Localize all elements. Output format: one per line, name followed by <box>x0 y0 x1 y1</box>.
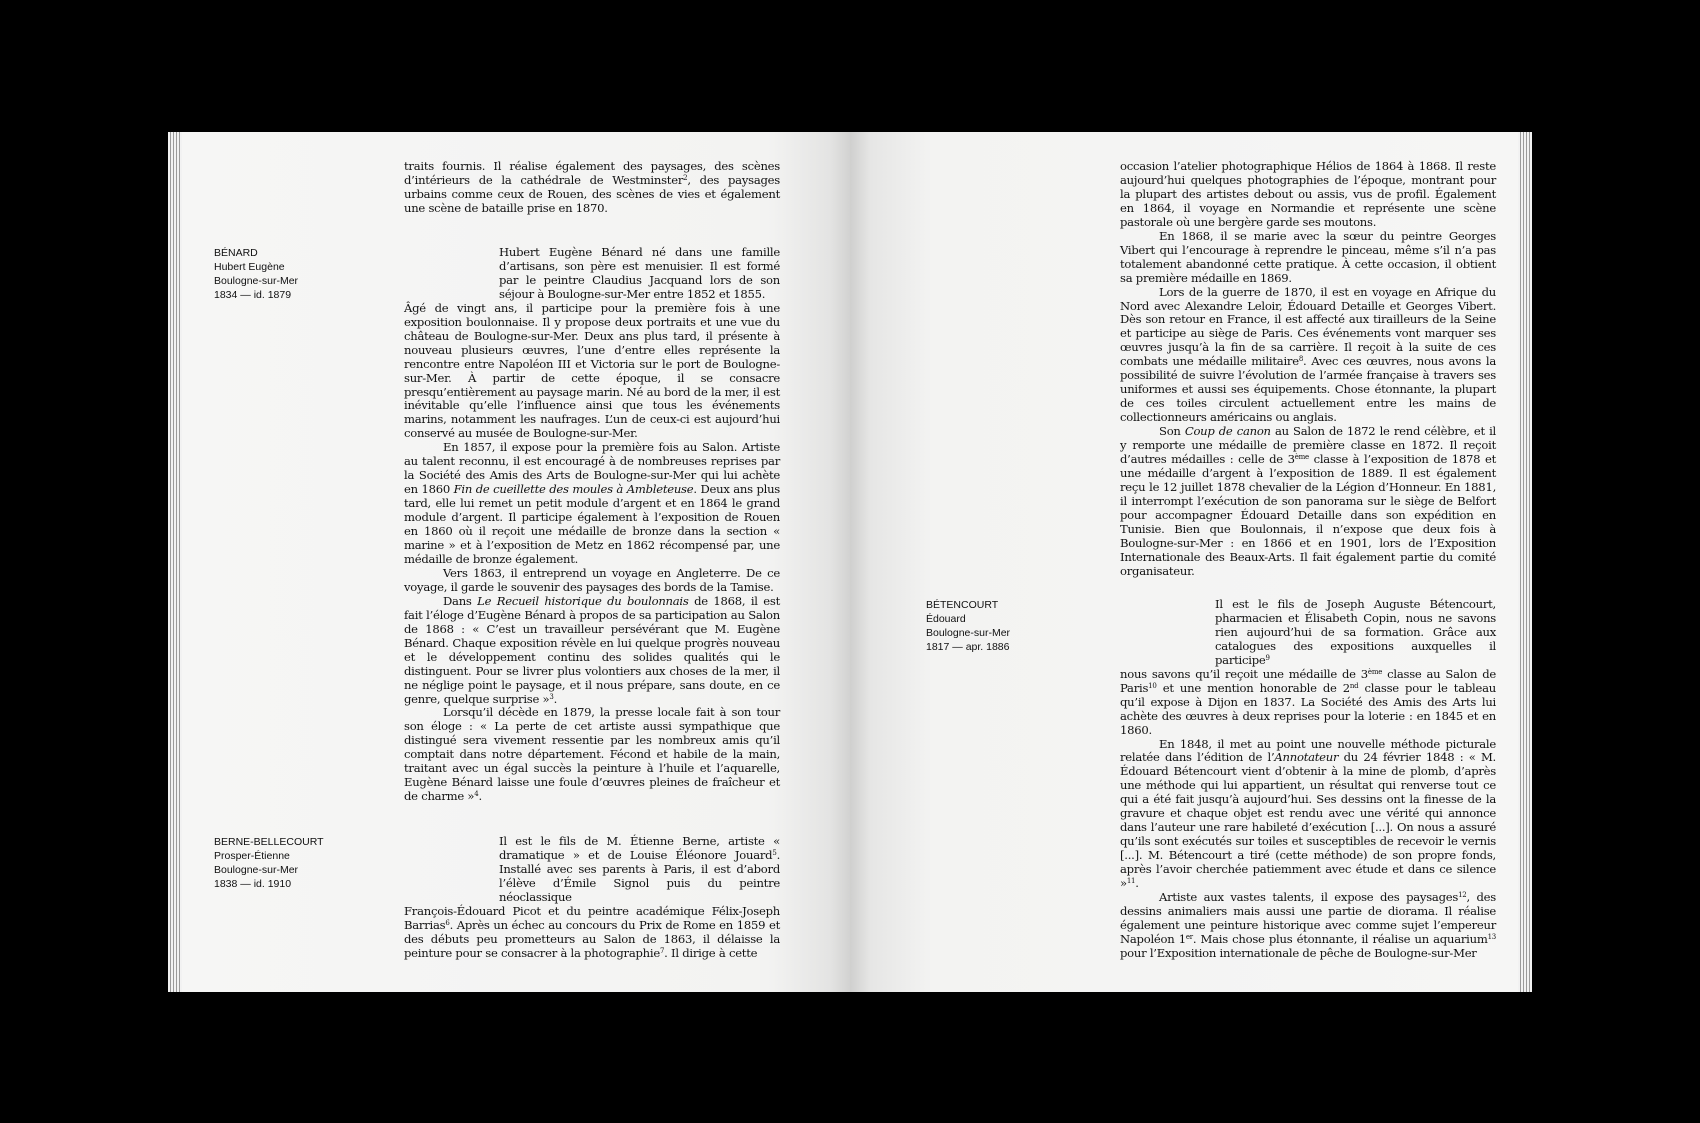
artist-entry-berne-bellecourt <box>214 835 324 891</box>
berne-bellecourt-biography <box>404 835 780 961</box>
paragraph: François-Édouard Picot et du peintre académique Félix-Joseph Barrias$^6$. Après un échec au concours du Prix de Rome en 1859 et des débuts peu prometteurs au Salon de 1863, il délaisse la peinture pour se consacrer à la photographie$^7$. Il dirige à cette <box>404 903 780 960</box>
artist-entry-benard <box>214 246 298 302</box>
paragraph: Âgé de vingt ans, il participe pour la première fois à une exposition boulonnaise. Il y propose deux portraits et une vue du château de Boulogne-sur-Mer. Deux ans plus tard, il présente à nouveau plusieurs œuvres, l’une d’entre elles représente la rencontre entre Napoléon III et Victoria sur le port de Boulogne-sur-Mer. À partir de cette époque, il se consacre presqu’entièrement au paysage marin. Né au bord de la mer, il est inévitable qu’elle l’influence ainsi que tous les événements marins, notamment les naufrages. L’un de ceux-ci est aujourd’hui conservé au musée de Boulogne-sur-Mer. <box>404 300 780 441</box>
artist-dates: 1838 — id. 1910 <box>214 878 292 890</box>
artist-first-names: Édouard <box>926 613 966 625</box>
paragraph: Hubert Eugène Bénard né dans une famille d’artisans, son père est menuisier. Il est formé par le peintre Claudius Jacquand lors de son séjour à Boulogne-sur-Mer entre 1852 et 1855. <box>499 245 780 301</box>
paragraph: Il est le fils de Joseph Auguste Bétencourt, pharmacien et Élisabeth Copin, nous ne savons rien aujourd’hui de sa formation. Grâce aux catalogues des expositions auxquelles il participe$^9$ <box>1215 597 1496 667</box>
paragraph: En 1848, il met au point une nouvelle méthode picturale relatée dans l’édition de l’Annotateur du 24 février 1848 : « M. Édouard Bétencourt vient d’obtenir à la mine de plomb, d’après une méthode qui lui appartient, un résultat qui renverse tout ce qui a été fait jusqu’à aujourd’hui. Ses dessins ont la finesse de la gravure et chaque objet est rendu avec une vérité qui annonce dans l’auteur une rare habileté d’exécution [...]. On nous a assuré qu’ils sont exécutés sur toiles et susceptibles de recevoir le vernis [...]. M. Bétencourt a tiré (cette méthode) de son propre fonds, après l’avoir cherchée patiemment avec étude et dans ce silence »$^{11}$. <box>1120 736 1496 891</box>
paragraph: Dans Le Recueil historique du boulonnais de 1868, il est fait l’éloge d’Eugène Bénard à propos de sa participation au Salon de 1868 : « C’est un travailleur persévérant que M. Eugène Bénard. Chaque exposition révèle en lui quelque progrès nouveau et le développement continu des solides qualités qui le distinguent. Pour se livrer plus volontiers aux choses de la mer, il ne néglige point le paysage, et il nous prépare, sans doute, en ce genre, quelque surprise »$^3$. <box>404 593 781 706</box>
book-spread <box>168 132 1532 992</box>
artist-dates: 1817 — apr. 1886 <box>926 641 1010 653</box>
paragraph: Lorsqu’il décède en 1879, la presse locale fait à son tour son éloge : « La perte de cet artiste aussi sympathique que distingué sera vivement ressentie par les nombreux amis qu’il comptait dans notre département. Fécond et habile de la main, traitant avec un égal succès la peinture à l’huile et l’aquarelle, Eugène Bénard laisse une foule d’œuvres pleines de fraîcheur et de charme »$^4$. <box>404 705 780 804</box>
artist-name: BÉNARD <box>214 247 258 259</box>
artist-first-names: Prosper-Étienne <box>214 850 290 862</box>
artist-place: Boulogne-sur-Mer <box>214 275 299 287</box>
right-page <box>850 132 1532 992</box>
artist-first-names: Hubert Eugène <box>214 261 285 273</box>
paragraph: Il est le fils de M. Étienne Berne, artiste « dramatique » et de Louise Éléonore Jouard$^5$. Installé avec ses parents à Paris, il est d’abord l’élève d’Émile Signol puis du peintre néoclassique <box>499 834 780 904</box>
artist-name: BÉTENCOURT <box>926 599 999 611</box>
paragraph: Lors de la guerre de 1870, il est en voyage en Afrique du Nord avec Alexandre Leloir, Édouard Detaille et Georges Vibert. Dès son retour en France, il est affecté aux tirailleurs de la Seine et participe au siège de Paris. Ces événements vont marquer ses œuvres jusqu’à la fin de sa carrière. Il reçoit à la suite de ces combats une médaille militaire$^8$. Avec ces œuvres, nous avons la possibilité de suivre l’évolution de l’armée française à travers ses uniformes et aussi ses équipements. Chose étonnante, la plupart de ces toiles circulent actuellement entre les mains de collectionneurs américains ou anglais. <box>1120 284 1496 425</box>
page-edge-right <box>1518 132 1532 992</box>
paragraph: Son Coup de canon au Salon de 1872 le rend célèbre, et il y remporte une médaille de première classe en 1872. Il reçoit d’autres médailles : celle de 3ème classe à l’exposition de 1878 et une médaille d’argent à l’exposition de 1889. Il est également reçu le 12 juillet 1878 chevalier de la Légion d’Honneur. En 1881, il interrompt l’exécution de son panorama sur le siège de Belfort pour accompagner Édouard Detaille dans son expédition en Tunisie. Bien que Boulonnais, il n’expose que deux fois à Boulogne-sur-Mer : en 1866 et en 1901, lors de l’Exposition Internationale des Beaux-Arts. Il fait également partie du comité organisateur. <box>1120 424 1497 578</box>
page-edge-left <box>168 132 182 992</box>
left-intro-text: traits fournis. Il réalise également des paysages, des scènes d’intérieurs de la cathédrale de Westminster$^2$, des paysages urbains comme ceux de Rouen, des scènes de vies et également une scène de bataille prise en 1870. <box>404 159 780 215</box>
paragraph: nous savons qu’il reçoit une médaille de 3ème classe au Salon de Paris$^{10}$ et une mention honorable de 2nd classe pour le tableau qu’il expose à Dijon en 1837. La Société des Amis des Arts lui achète des œuvres à deux reprises pour la loterie : en 1845 et en 1860. <box>1120 666 1497 737</box>
artist-place: Boulogne-sur-Mer <box>926 627 1011 639</box>
paragraph: Vers 1863, il entreprend un voyage en Angleterre. De ce voyage, il garde le souvenir des paysages des bords de la Tamise. <box>404 565 780 594</box>
paragraph: occasion l’atelier photographique Hélios de 1864 à 1868. Il reste aujourd’hui quelques photographies de l’époque, montrant pour la plupart des artistes debout ou assis, vus de profil. Également en 1864, il voyage en Normandie et représente une scène pastorale où une bergère garde ses moutons. <box>1120 159 1496 229</box>
berne-bellecourt-biography-continued <box>1120 160 1496 579</box>
artist-dates: 1834 — id. 1879 <box>214 289 292 301</box>
artist-entry-betencourt <box>926 598 1010 654</box>
benard-biography <box>404 246 780 804</box>
left-page <box>168 132 850 992</box>
paragraph: En 1868, il se marie avec la sœur du peintre Georges Vibert qui l’encourage à reprendre le pinceau, même s’il n’a pas totalement abandonné cette pratique. À cette occasion, il obtient sa première médaille en 1869. <box>1120 228 1496 285</box>
paragraph: En 1857, il expose pour la première fois au Salon. Artiste au talent reconnu, il est encouragé à de nombreuses reprises par la Société des Amis des Arts de Boulogne-sur-Mer qui lui achète en 1860 Fin de cueillette des moules à Ambleteuse. Deux ans plus tard, elle lui remet un petit module d’argent et en 1864 le grand module d’argent. Il participe également à l’exposition de Rouen en 1860 où il reçoit une médaille de bronze dans la section « marine » et à l’exposition de Metz en 1862 récompensé par, une médaille de bronze également. <box>404 440 780 566</box>
artist-place: Boulogne-sur-Mer <box>214 864 299 876</box>
artist-name: BERNE-BELLECOURT <box>214 836 324 848</box>
paragraph: Artiste aux vastes talents, il expose des paysages$^{12}$, des dessins animaliers mais aussi une partie de diorama. Il réalise également une peinture historique avec comme sujet l’empereur Napoléon 1er. Mais chose plus étonnante, il réalise un aquarium$^{13}$ pour l’Exposition internationale de pêche de Boulogne-sur-Mer <box>1120 890 1496 960</box>
betencourt-biography <box>1120 598 1496 961</box>
